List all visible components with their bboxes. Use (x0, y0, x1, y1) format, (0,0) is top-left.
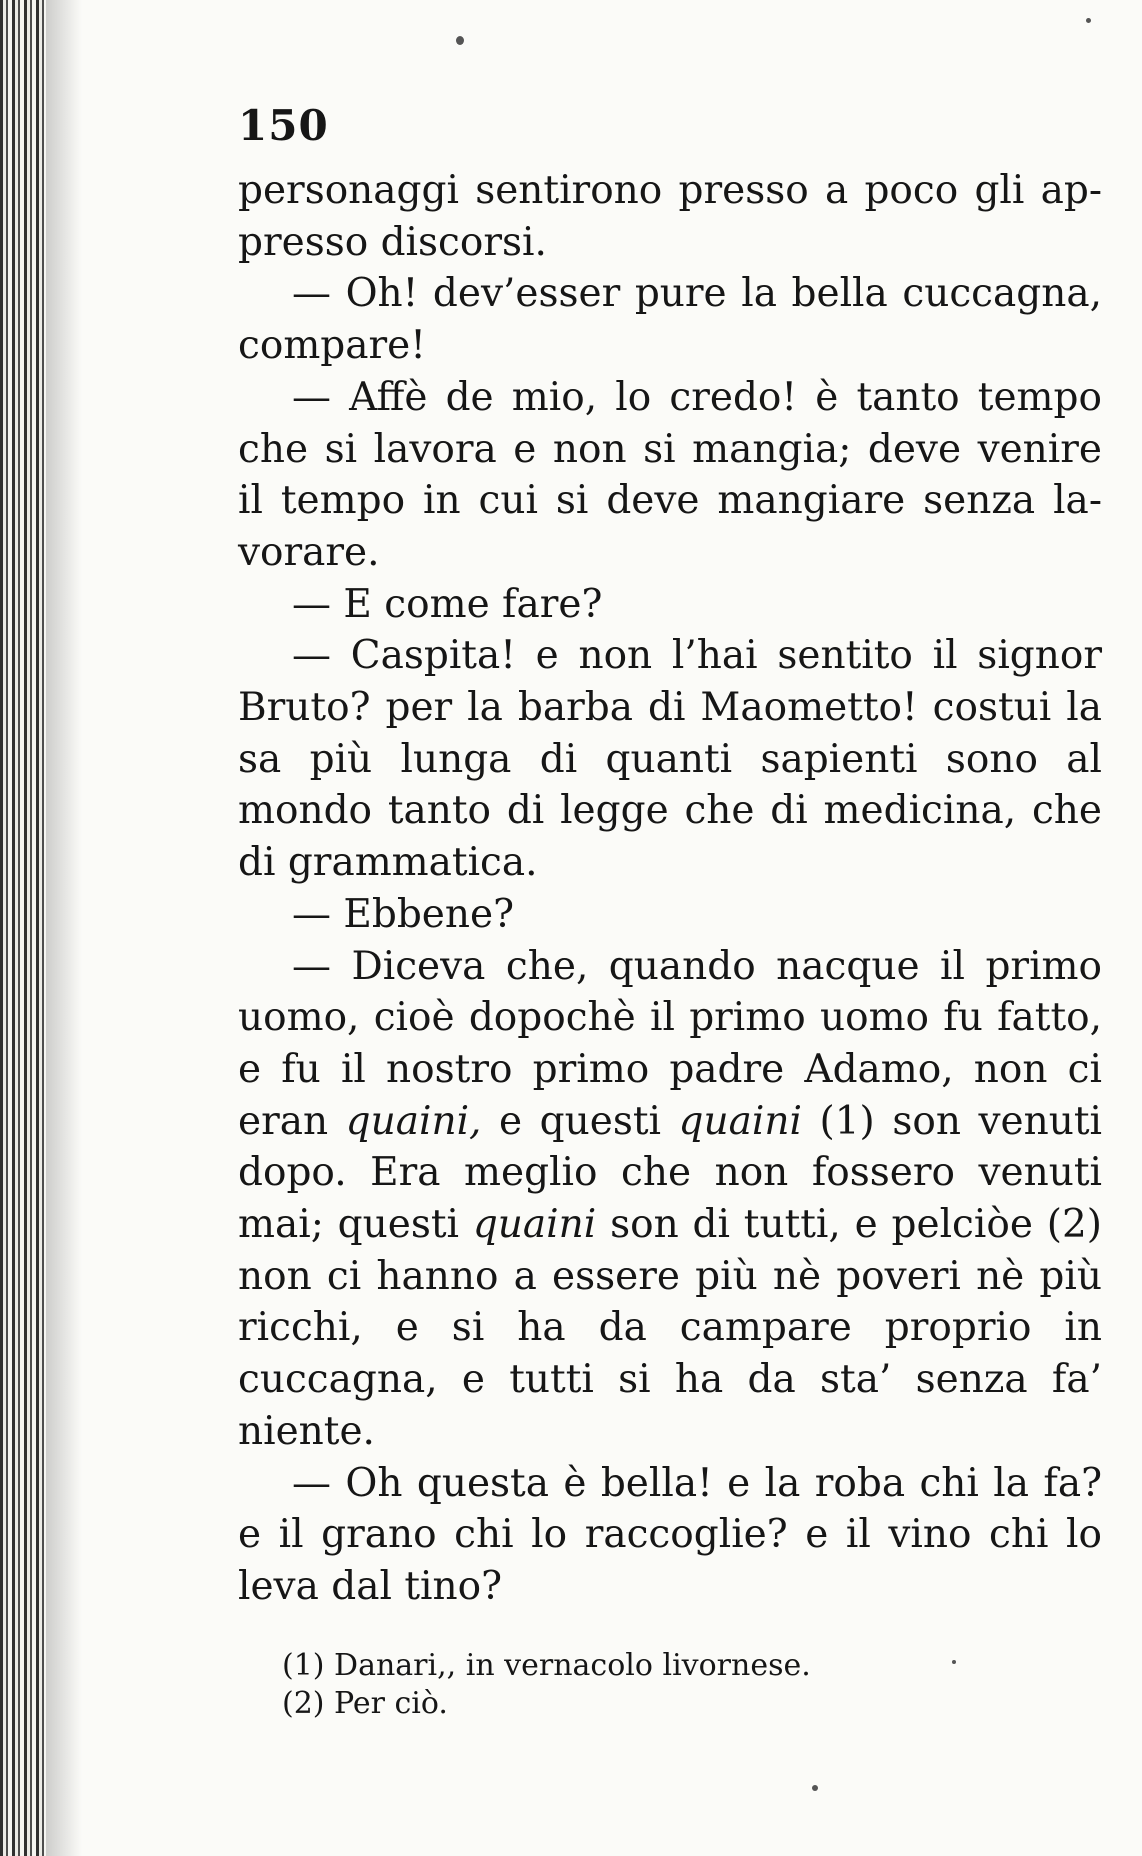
italic-word: quaini (472, 1202, 597, 1248)
book-binding-edge (0, 0, 46, 1856)
paragraph (238, 579, 1102, 631)
ink-speck (812, 1785, 818, 1791)
paragraph (238, 1458, 1102, 1613)
text-run: personaggi sentirono presso a poco gli ap-presso discorsi. (238, 168, 1102, 265)
italic-word: quaini, (345, 1098, 482, 1144)
footnotes (238, 1647, 1102, 1723)
paragraph (238, 941, 1102, 1458)
page-number: 150 (238, 101, 329, 150)
paragraph (238, 372, 1102, 579)
text-run: — Affè de mio, lo credo! è tanto tempo che si lavora e non si mangia; deve venire il tempo in cui si deve mangiare senza la-vorare. (238, 374, 1102, 575)
text-run: — Ebbene? (292, 891, 514, 937)
book-page (238, 96, 1102, 1723)
text-run: — Caspita! e non l’hai sentito il signor Bruto? per la barba di Maometto! costui la sa più lunga di quanti sapienti sono al mondo tanto di legge che di medicina, che di grammatica. (238, 633, 1102, 886)
text-run: — Oh! dev’esser pure la bella cuccagna, compare! (238, 271, 1102, 369)
paragraph (238, 165, 1102, 268)
paragraph (238, 889, 1102, 941)
text-run: — Oh questa è bella! e la roba chi la fa? e il grano chi lo raccoglie? e il vino chi lo leva dal tino? (238, 1460, 1102, 1609)
ink-speck (456, 36, 464, 45)
ink-speck (1086, 18, 1091, 23)
text-run: e questi (481, 1098, 679, 1144)
paragraph (238, 630, 1102, 889)
binding-shadow (46, 0, 82, 1856)
paragraph (238, 268, 1102, 371)
body-text (238, 165, 1102, 1613)
text-run: son di tutti, e pelciòe (2) non ci hanno a essere più nè poveri nè più ricchi, e si ha da campare proprio in cuccagna, e tutti si ha da sta’ senza fa’ niente. (238, 1202, 1103, 1454)
text-run: — E come fare? (292, 581, 603, 627)
footnote: (1) Danari,, in vernacolo livornese. (282, 1647, 811, 1683)
text-run: — Diceva che, quando nacque il primo uomo, cioè dopochè il primo uomo fu fatto, e fu il nostro primo padre Adamo, non ci eran (238, 943, 1102, 1144)
footnote: (2) Per ciò. (282, 1685, 448, 1721)
text-run: (1) son venuti dopo. Era meglio che non fossero venuti mai; questi (238, 1098, 1102, 1248)
italic-word: quaini (678, 1098, 802, 1144)
